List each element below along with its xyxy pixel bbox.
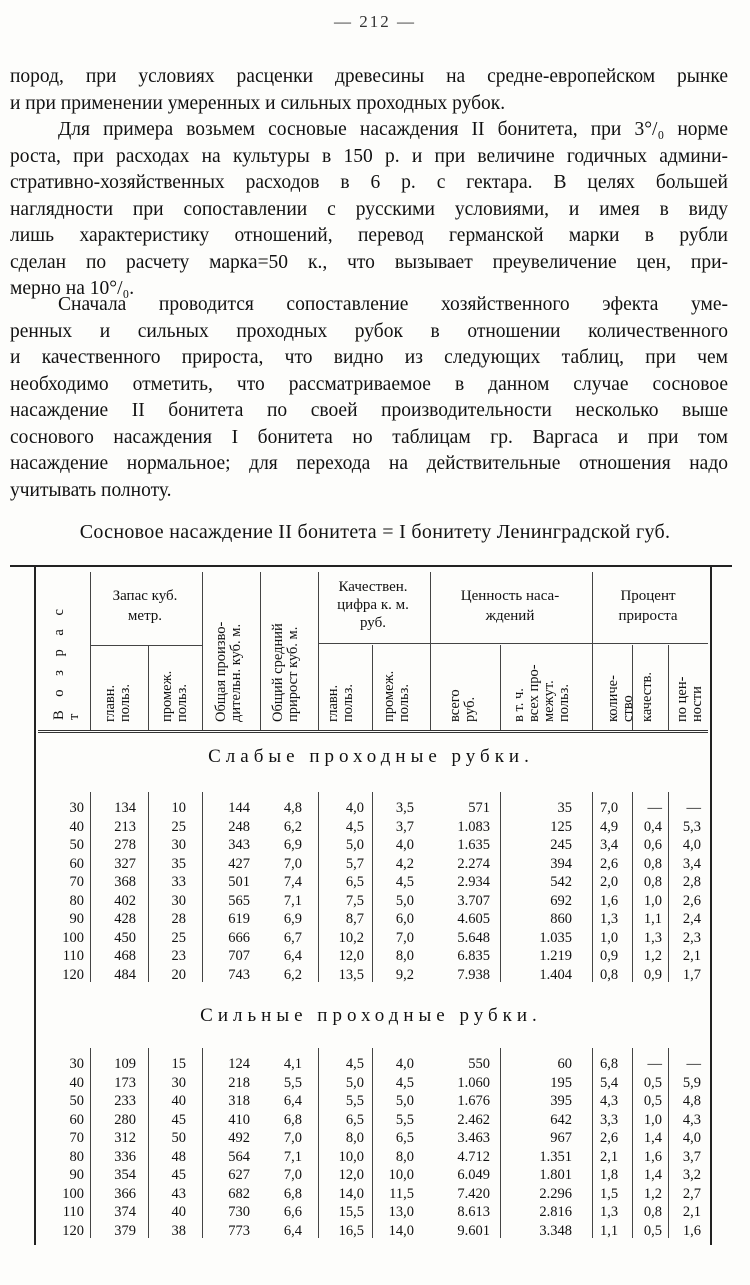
header-pct-group: Процент прироста: [618, 588, 678, 624]
col-quality-main: 4,5 5,0 5,5 6,5 8,0 10,0 12,0 14,0 15,5 16,5: [338, 1056, 364, 1239]
paragraph-line: Для примера возьмем сосновые насаждения II бонитета, при 3°/₀ норме: [58, 119, 728, 140]
paragraph-line: наглядности при сопоставлении с русскими условиями, и имея в виду: [10, 198, 728, 220]
header-pct-qual: качеств.: [639, 671, 655, 722]
col-total-prod: 144 248 343 427 501 565 619 666 707 743: [228, 800, 250, 983]
header-value-group: Ценность наса- ждений: [460, 588, 560, 624]
col-stock-inter: 10 25 30 35 33 30 28 25 23 20: [171, 800, 186, 983]
col-pct-qty: 6,8 5,4 4,3 3,3 2,6 2,1 1,8 1,5 1,3 1,1: [600, 1056, 619, 1239]
body-col-divider: [632, 792, 633, 982]
header-col-divider: [500, 645, 501, 730]
header-col-divider: [318, 572, 319, 730]
col-value-inter: 60 195 395 642 967 1.351 1.801 2.296 2.816 3.348: [539, 1056, 572, 1239]
header-subrule-pct: [592, 643, 708, 644]
paragraph-line: соснового насаждения I бонитета но таблицам гр. Варгаса и при том: [10, 426, 728, 448]
body-col-divider: [318, 1048, 319, 1238]
header-subrule-stock: [90, 645, 202, 646]
col-stock-main: 134 213 278 327 368 402 428 450 468 484: [114, 800, 136, 983]
header-stock-group: Запас куб. метр.: [112, 588, 178, 624]
header-quality-inter: промеж. польз.: [381, 670, 412, 722]
header-subrule-value: [430, 643, 592, 644]
col-value-total: 571 1.083 1.635 2.274 2.934 3.707 4.605 5.648 6.835 7.938: [457, 800, 490, 983]
col-pct-qual: — 0,5 0,5 1,0 1,4 1,6 1,4 1,2 0,8 0,5: [643, 1056, 662, 1239]
col-value-total: 550 1.060 1.676 2.462 3.463 4.712 6.049 7.420 8.613 9.601: [457, 1056, 490, 1239]
section-title-strong: Сильные проходные рубки.: [200, 1005, 542, 1026]
col-quality-inter: 4,0 4,5 5,0 5,5 6,5 8,0 10,0 11,5 13,0 14,0: [388, 1056, 414, 1239]
body-col-divider: [90, 792, 91, 982]
header-quality-main: главн. польз.: [325, 683, 356, 722]
col-stock-main: 109 173 233 280 312 336 354 366 374 379: [114, 1056, 136, 1239]
header-col-divider: [430, 572, 431, 730]
paragraph-line: роста, при расходах на культуры в 150 р. и при величине годичных админи-: [10, 145, 728, 167]
paragraph-line: мерно на 10°/₀.: [10, 278, 135, 299]
header-col-divider: [668, 645, 669, 730]
col-total-prod: 124 218 318 410 492 564 627 682 730 773: [228, 1056, 250, 1239]
header-col-divider: [632, 645, 633, 730]
header-col-divider: [372, 645, 373, 730]
paragraph-line: Сначала проводится сопоставление хозяйственного эфекта уме-: [58, 294, 728, 315]
paragraph-line: учитывать полноту.: [10, 479, 172, 501]
body-col-divider: [668, 1048, 669, 1238]
paragraph-line: и качественного прироста, что видно из следующих таблиц, при чем: [10, 347, 728, 368]
paragraph-3: [10, 292, 728, 504]
page-number: — 212 —: [334, 12, 416, 31]
body-col-divider: [90, 1048, 91, 1238]
paragraph-line: лишь характеристику отношений, перевод германской марки в рубли: [10, 225, 728, 246]
col-pct-qty: 7,0 4,9 3,4 2,6 2,0 1,6 1,3 1,0 0,9 0,8: [600, 800, 619, 983]
header-col-divider: [148, 645, 149, 730]
col-quality-main: 4,0 4,5 5,0 5,7 6,5 7,5 8,7 10,2 12,0 13,5: [338, 800, 364, 983]
paragraph-line: насаждение нормальное; для перехода на действительные отношения надо: [10, 453, 728, 474]
col-quality-inter: 3,5 3,7 4,0 4,2 4,5 5,0 6,0 7,0 8,0 9,2: [395, 800, 414, 983]
col-mean-incr: 4,8 6,2 6,9 7,0 7,4 7,1 6,9 6,7 6,4 6,2: [283, 800, 302, 983]
paragraph-line: сделан по расчету марка=50 к., что вызывает преувеличение цен, при-: [10, 251, 728, 273]
paragraph-2: [10, 117, 728, 303]
header-mean-incr: Общий средний прирост куб. м.: [270, 623, 301, 722]
body-col-divider: [318, 792, 319, 982]
col-pct-qual: — 0,4 0,6 0,8 0,8 1,0 1,1 1,3 1,2 0,9: [643, 800, 662, 983]
header-value-total: всего руб.: [447, 689, 478, 722]
header-col-divider: [260, 572, 261, 730]
col-mean-incr: 4,1 5,5 6,4 6,8 7,0 7,1 7,0 6,8 6,6 6,4: [283, 1056, 302, 1239]
body-col-divider: [202, 1048, 203, 1238]
paragraph-1: [10, 64, 728, 117]
col-pct-value: — 5,9 4,8 4,3 4,0 3,7 3,2 2,7 2,1 1,6: [682, 1056, 701, 1239]
body-col-divider: [668, 792, 669, 982]
header-total-prod: Общая произво- дительн. куб. м.: [213, 621, 244, 722]
header-age: В о з р а с т: [51, 604, 82, 720]
body-col-divider: [500, 792, 501, 982]
paragraph-line: ренных и сильных проходных рубок в отношении количественного: [10, 320, 728, 342]
header-stock-inter: промеж. польз.: [159, 670, 190, 722]
body-col-divider: [148, 792, 149, 982]
col-age: 30 40 50 60 70 80 90 100 110 120: [62, 800, 84, 983]
header-col-divider: [592, 572, 593, 730]
col-stock-inter: 15 30 40 45 50 48 45 43 40 38: [171, 1056, 186, 1239]
header-stock-main: главн. польз.: [102, 683, 133, 722]
body-col-divider: [632, 1048, 633, 1238]
section-title-weak: Слабые проходные рубки.: [208, 746, 534, 767]
header-quality-group: Качествен. цифра к. м. руб.: [337, 579, 409, 631]
body-col-divider: [372, 792, 373, 982]
header-pct-value: по цен- ности: [674, 676, 705, 722]
body-col-divider: [372, 1048, 373, 1238]
paragraph-line: пород, при условиях расценки древесины на средне-европейском рынке: [10, 66, 728, 87]
paragraph-line: стративно-хозяйственных расходов в 6 р. с гектара. В целях большей: [10, 172, 728, 193]
paragraph-line: необходимо отметить, что рассматриваемое в данном случае сосновое: [10, 373, 728, 395]
body-col-divider: [148, 1048, 149, 1238]
header-pct-qty: количе- ство: [605, 675, 636, 722]
body-col-divider: [592, 1048, 593, 1238]
body-col-divider: [592, 792, 593, 982]
header-double-rule: [38, 730, 708, 733]
header-subrule-quality: [318, 643, 430, 644]
header-col-divider: [90, 572, 91, 730]
col-age: 30 40 50 60 70 80 90 100 110 120: [62, 1056, 84, 1239]
body-col-divider: [202, 792, 203, 982]
paragraph-line: и при применении умеренных и сильных проходных рубок.: [10, 92, 506, 114]
paragraph-line: насаждение II бонитета по своей производительности несколько выше: [10, 400, 728, 421]
header-col-divider: [202, 572, 203, 730]
table-caption: Сосновое насаждение II бонитета = I бонитету Ленинградской губ.: [79, 521, 671, 543]
col-pct-value: — 5,3 4,0 3,4 2,8 2,6 2,4 2,3 2,1 1,7: [682, 800, 701, 983]
col-value-inter: 35 125 245 394 542 692 860 1.035 1.219 1.404: [539, 800, 572, 983]
header-value-inter: в т. ч. всех про- межут. польз.: [511, 664, 572, 722]
body-col-divider: [500, 1048, 501, 1238]
